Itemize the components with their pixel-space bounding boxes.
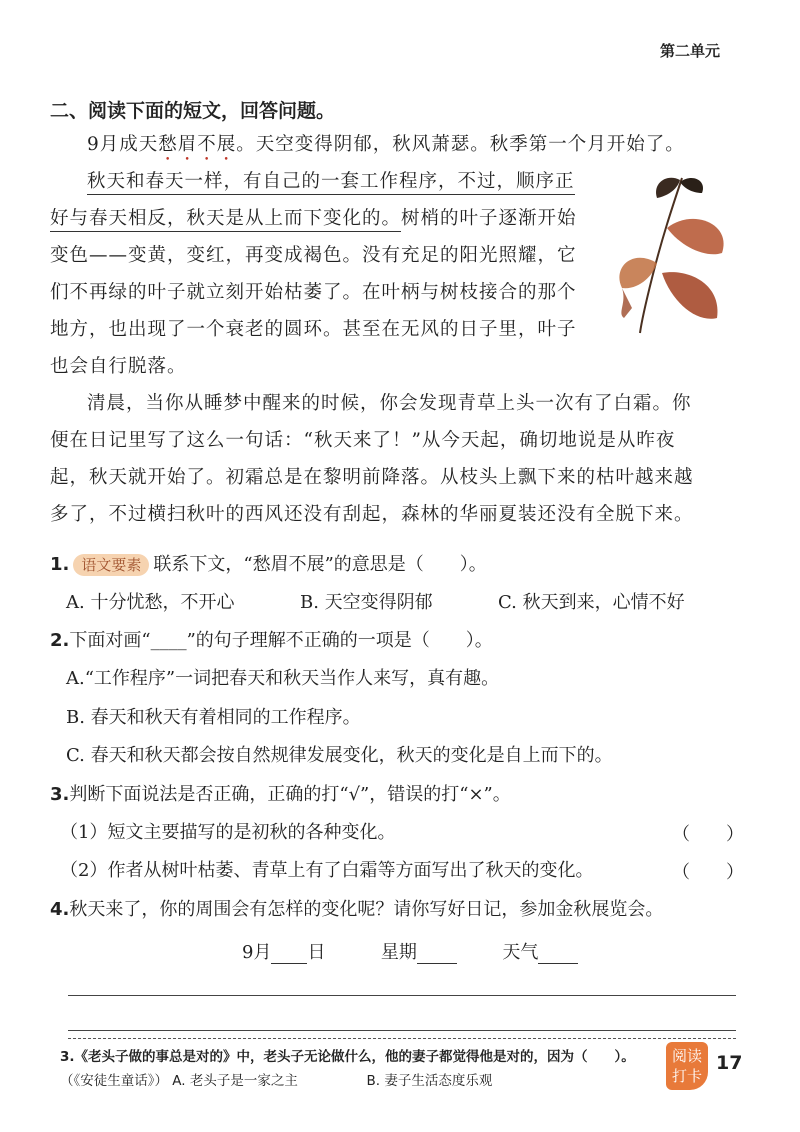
page-number: 17 <box>716 1052 743 1074</box>
q3-item-1: （1）短文主要描写的是初秋的各种变化。 <box>60 822 396 843</box>
dotted-phrase: 愁眉不展 <box>158 134 237 155</box>
autumn-leaf-illustration <box>612 168 742 338</box>
footer-options: （《安徒生童话》） A. 老头子是一家之主 B. 妻子生活态度乐观 <box>60 1073 493 1089</box>
q2-option-a[interactable]: A.“工作程序”一词把春天和秋天当作人来写，真有趣。 <box>66 668 500 689</box>
weekday-blank[interactable] <box>417 942 457 964</box>
passage-paragraph-1: 9月成天愁眉不展。天空变得阴郁，秋风萧瑟。秋季第一个月开始了。 <box>87 134 685 155</box>
q3-answer-2[interactable]: （ ） <box>672 862 744 883</box>
element-tag: 语文要素 <box>73 554 149 576</box>
q1-option-a[interactable]: A. 十分忧愁，不开心 <box>66 592 235 613</box>
question-4: 4.秋天来了，你的周围会有怎样的变化呢？请你写好日记，参加金秋展览会。 <box>50 899 664 920</box>
footer-option-a[interactable]: A. 老头子是一家之主 <box>172 1073 298 1089</box>
q3-item-2: （2）作者从树叶枯萎、青草上有了白霜等方面写出了秋天的变化。 <box>60 860 594 881</box>
underlined-sentence: 秋天和春天一样，有自己的一套工作程序，不过，顺序正好与春天相反，秋天是从上而下变化的。 <box>50 171 575 232</box>
passage-paragraph-3: 清晨，当你从睡梦中醒来的时候，你会发现青草上头一次有了白霜。你便在日记里写了这么一句话：“秋天来了！”从今天起，确切地说是从昨夜起，秋天就开始了。初霜总是在黎明前降落。从枝头上飘下来的枯叶越来越多了，不过横扫秋叶的西风还没有刮起，森林的华丽夏装还没有全脱下来。 <box>50 393 694 525</box>
q1-option-c[interactable]: C. 秋天到来，心情不好 <box>498 592 685 613</box>
footer-divider <box>68 1038 736 1039</box>
q1-option-b[interactable]: B. 天空变得阴郁 <box>300 592 433 613</box>
passage-paragraph-2: 秋天和春天一样，有自己的一套工作程序，不过，顺序正好与春天相反，秋天是从上而下变化的。树梢的叶子逐渐开始变色——变黄，变红，再变成褐色。没有充足的阳光照耀，它们不再绿的叶子就立刻开始枯萎了。在叶柄与树枝接合的那个地方，也出现了一个衰老的圆环。甚至在无风的日子里，叶子也会自行脱落。 <box>50 171 577 377</box>
writing-line[interactable] <box>68 995 736 996</box>
q3-answer-1[interactable]: （ ） <box>672 824 744 845</box>
footer-question: 3.《老头子做的事总是对的》中，老头子无论做什么，他的妻子都觉得他是对的，因为（ ）。 <box>60 1049 635 1065</box>
reading-checkin-badge: 阅读 打卡 <box>666 1042 708 1090</box>
unit-label: 第二单元 <box>659 42 720 60</box>
q2-option-c[interactable]: C. 春天和秋天都会按自然规律发展变化，秋天的变化是自上而下的。 <box>66 745 613 766</box>
writing-line[interactable] <box>68 1030 736 1031</box>
weather-blank[interactable] <box>538 942 578 964</box>
question-1: 1. 语文要素 联系下文，“愁眉不展”的意思是（ ）。 <box>50 554 487 575</box>
question-2: 2.下面对画“____”的句子理解不正确的一项是（ ）。 <box>50 630 493 651</box>
question-3: 3.判断下面说法是否正确，正确的打“√”，错误的打“×”。 <box>50 784 511 805</box>
footer-option-b[interactable]: B. 妻子生活态度乐观 <box>366 1073 493 1089</box>
diary-header: 9月 日 星期 天气 <box>242 938 578 964</box>
section-title: 二、阅读下面的短文，回答问题。 <box>50 100 336 122</box>
q2-option-b[interactable]: B. 春天和秋天有着相同的工作程序。 <box>66 707 361 728</box>
day-blank[interactable] <box>271 942 307 964</box>
